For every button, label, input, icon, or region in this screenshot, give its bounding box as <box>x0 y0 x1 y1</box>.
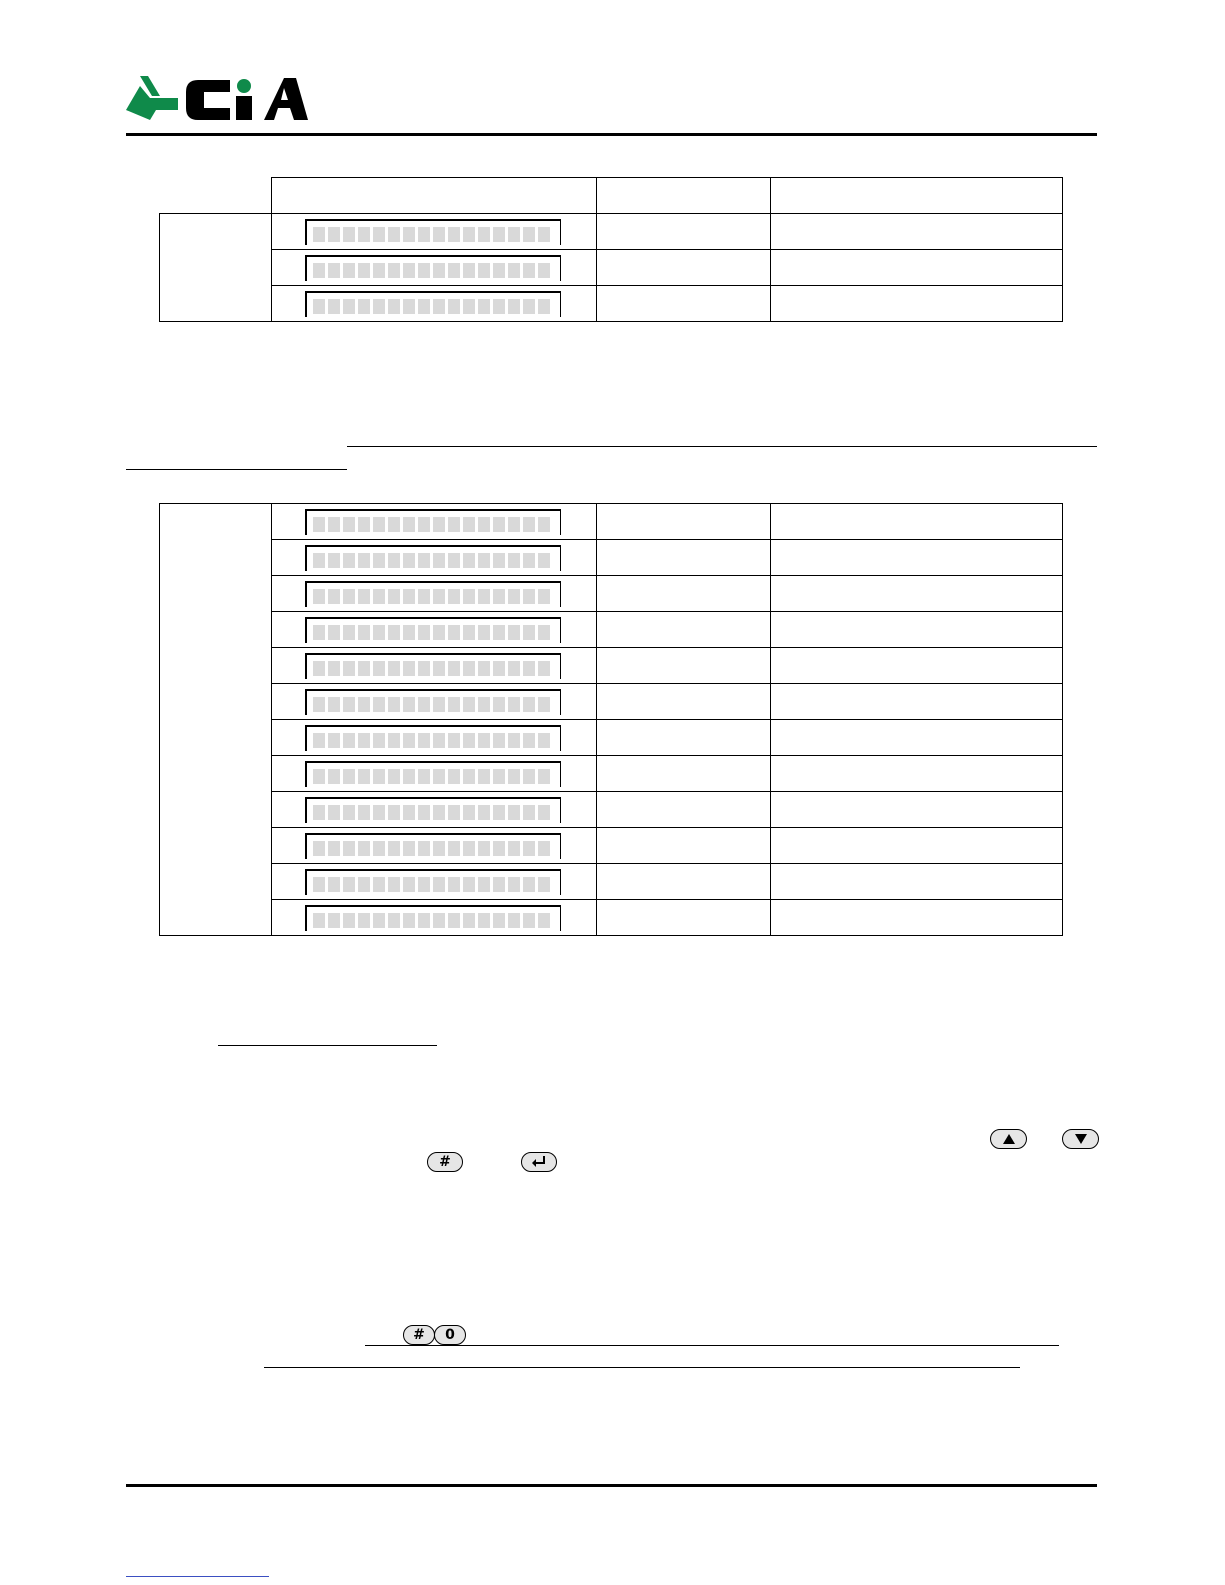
lcd-cell <box>433 913 445 928</box>
lcd-cell <box>478 841 490 856</box>
lcd-cell <box>448 589 460 604</box>
lcd-cell <box>418 553 430 568</box>
lcd-cell <box>448 299 460 314</box>
lcd-cell <box>493 625 505 640</box>
lcd-cell <box>478 517 490 532</box>
lcd-cell <box>538 553 550 568</box>
lcd-cell <box>388 697 400 712</box>
lcd-cell <box>343 589 355 604</box>
lcd-cell <box>373 517 385 532</box>
lcd-cell <box>418 913 430 928</box>
lcd-cell <box>388 661 400 676</box>
lcd-cell <box>493 517 505 532</box>
lcd-cell <box>493 589 505 604</box>
lcd-cell <box>418 661 430 676</box>
lcd-cell <box>358 227 370 242</box>
lcd-cell <box>523 841 535 856</box>
lcd-display <box>305 725 561 751</box>
lcd-cell <box>538 661 550 676</box>
lcd-cell <box>523 227 535 242</box>
table-row <box>160 250 1063 286</box>
lcd-cell <box>538 227 550 242</box>
lcd-cell <box>373 625 385 640</box>
lcd-cell <box>478 877 490 892</box>
lcd-cell <box>343 263 355 278</box>
table-row <box>160 828 1063 864</box>
lcd-cell <box>328 589 340 604</box>
lcd-cell <box>388 227 400 242</box>
lcd-cell <box>418 877 430 892</box>
lcd-cell <box>418 733 430 748</box>
lcd-cell <box>343 769 355 784</box>
row-group-label <box>160 214 272 322</box>
lcd-cell <box>448 263 460 278</box>
table-row <box>160 684 1063 720</box>
lcd-cell <box>433 299 445 314</box>
lcd-cell <box>388 805 400 820</box>
enter-key <box>521 1152 557 1172</box>
lcd-cell <box>463 841 475 856</box>
lcd-cell <box>343 913 355 928</box>
lcd-cell <box>463 913 475 928</box>
lcd-cell <box>313 625 325 640</box>
lcd-cell <box>358 841 370 856</box>
display-table-1 <box>159 177 1063 322</box>
lcd-cell <box>418 589 430 604</box>
lcd-cell <box>508 841 520 856</box>
lcd-cell <box>523 913 535 928</box>
lcd-cell <box>343 553 355 568</box>
lcd-cell <box>538 913 550 928</box>
hash-key-combo: # <box>403 1325 435 1345</box>
lcd-cell <box>523 733 535 748</box>
lcd-cell <box>478 733 490 748</box>
lcd-cell <box>523 263 535 278</box>
lcd-cell <box>343 227 355 242</box>
lcd-cell <box>403 227 415 242</box>
lcd-cell <box>313 589 325 604</box>
lcd-cell <box>508 769 520 784</box>
lcd-cell <box>523 517 535 532</box>
lcd-cell <box>328 553 340 568</box>
table-row <box>160 720 1063 756</box>
table-row <box>160 792 1063 828</box>
lcd-display <box>305 833 561 859</box>
lcd-display <box>305 761 561 787</box>
lcd-cell <box>448 517 460 532</box>
lcd-cell <box>508 805 520 820</box>
lcd-cell <box>403 299 415 314</box>
lcd-cell <box>538 697 550 712</box>
lcd-cell <box>493 661 505 676</box>
lcd-cell <box>388 625 400 640</box>
lcd-cell <box>523 697 535 712</box>
lcd-display <box>305 653 561 679</box>
lcd-display <box>305 219 561 245</box>
lcd-cell <box>463 697 475 712</box>
lcd-cell <box>433 769 445 784</box>
lcd-cell <box>493 553 505 568</box>
lcd-cell <box>313 733 325 748</box>
lcd-cell <box>328 805 340 820</box>
lcd-cell <box>418 227 430 242</box>
lcd-display <box>305 869 561 895</box>
lcd-cell <box>358 589 370 604</box>
table-row <box>160 286 1063 322</box>
lcd-cell <box>403 589 415 604</box>
lcd-cell <box>493 697 505 712</box>
lcd-cell <box>463 805 475 820</box>
lcd-cell <box>388 913 400 928</box>
table-row <box>160 540 1063 576</box>
footer-link-underline[interactable] <box>126 1576 269 1577</box>
lcd-cell <box>358 769 370 784</box>
display-table-2 <box>159 503 1063 936</box>
lcd-cell <box>328 517 340 532</box>
lcd-display <box>305 545 561 571</box>
lcd-cell <box>478 299 490 314</box>
lcd-cell <box>313 263 325 278</box>
lcd-cell <box>463 227 475 242</box>
lcd-cell <box>433 517 445 532</box>
lcd-cell <box>433 589 445 604</box>
enter-return-icon <box>532 1156 546 1168</box>
lcd-cell <box>433 227 445 242</box>
lcd-cell <box>328 841 340 856</box>
lcd-cell <box>433 841 445 856</box>
lcd-cell <box>388 733 400 748</box>
lcd-cell <box>433 625 445 640</box>
lcd-cell <box>313 517 325 532</box>
lcd-cell <box>508 589 520 604</box>
lcd-cell <box>448 733 460 748</box>
lcd-cell <box>523 769 535 784</box>
lcd-cell <box>463 625 475 640</box>
lcd-cell <box>523 553 535 568</box>
lcd-cell <box>403 841 415 856</box>
lcd-cell <box>328 227 340 242</box>
lcd-cell <box>313 913 325 928</box>
lcd-cell <box>463 553 475 568</box>
lcd-cell <box>538 299 550 314</box>
table-row <box>160 612 1063 648</box>
lcd-cell <box>403 553 415 568</box>
lcd-cell <box>523 589 535 604</box>
lcd-cell <box>508 697 520 712</box>
lcd-cell <box>313 841 325 856</box>
lcd-display <box>305 509 561 535</box>
lcd-cell <box>463 769 475 784</box>
lcd-cell <box>418 841 430 856</box>
lcd-cell <box>403 697 415 712</box>
lcd-cell <box>388 299 400 314</box>
lcd-cell <box>508 913 520 928</box>
lcd-cell <box>508 553 520 568</box>
lcd-cell <box>313 697 325 712</box>
lcd-cell <box>418 625 430 640</box>
up-triangle-icon <box>1003 1134 1015 1144</box>
lcd-cell <box>373 589 385 604</box>
lcd-cell <box>538 733 550 748</box>
lcd-cell <box>508 877 520 892</box>
lcd-cell <box>403 913 415 928</box>
lcd-cell <box>433 697 445 712</box>
lcd-cell <box>388 263 400 278</box>
table-row <box>160 900 1063 936</box>
lcd-cell <box>538 625 550 640</box>
lcd-cell <box>493 227 505 242</box>
lcd-cell <box>358 299 370 314</box>
lcd-cell <box>493 913 505 928</box>
hash-key: # <box>427 1152 463 1172</box>
lcd-cell <box>373 299 385 314</box>
lcd-cell <box>373 733 385 748</box>
lcd-cell <box>373 661 385 676</box>
lcd-cell <box>388 769 400 784</box>
lcd-cell <box>463 589 475 604</box>
lcd-cell <box>523 299 535 314</box>
lcd-cell <box>358 625 370 640</box>
lcd-display <box>305 291 561 317</box>
footer-rule <box>126 1484 1097 1487</box>
lcd-cell <box>493 733 505 748</box>
lcd-cell <box>358 263 370 278</box>
lcd-cell <box>388 553 400 568</box>
lcd-cell <box>313 769 325 784</box>
lcd-cell <box>448 913 460 928</box>
lcd-cell <box>448 769 460 784</box>
table-row <box>160 214 1063 250</box>
lcd-cell <box>493 841 505 856</box>
lcd-cell <box>358 913 370 928</box>
lcd-cell <box>328 769 340 784</box>
lcd-cell <box>448 625 460 640</box>
lcd-cell <box>493 877 505 892</box>
lcd-cell <box>328 661 340 676</box>
table-row <box>160 864 1063 900</box>
lcd-cell <box>313 553 325 568</box>
lcd-cell <box>418 517 430 532</box>
lcd-cell <box>358 733 370 748</box>
lcd-cell <box>328 913 340 928</box>
lcd-cell <box>538 263 550 278</box>
lcd-cell <box>328 263 340 278</box>
lcd-cell <box>373 263 385 278</box>
logo-mark-icon <box>126 76 178 120</box>
lcd-cell <box>478 553 490 568</box>
lcd-cell <box>373 697 385 712</box>
lcd-cell <box>418 805 430 820</box>
lcd-cell <box>478 661 490 676</box>
zero-key-combo: 0 <box>434 1325 466 1345</box>
lcd-cell <box>313 877 325 892</box>
lcd-cell <box>538 841 550 856</box>
lcd-cell <box>493 805 505 820</box>
lcd-cell <box>508 263 520 278</box>
lcd-cell <box>403 517 415 532</box>
lcd-cell <box>508 517 520 532</box>
lcd-cell <box>508 661 520 676</box>
lcd-cell <box>433 877 445 892</box>
lcd-cell <box>328 877 340 892</box>
lcd-cell <box>373 877 385 892</box>
lcd-cell <box>448 553 460 568</box>
logo-letter-a <box>264 78 308 120</box>
lcd-cell <box>448 841 460 856</box>
header-rule <box>126 133 1097 136</box>
lcd-cell <box>448 877 460 892</box>
lcd-cell <box>418 263 430 278</box>
lcd-cell <box>523 661 535 676</box>
lcd-cell <box>373 769 385 784</box>
lcd-cell <box>343 697 355 712</box>
lcd-cell <box>478 589 490 604</box>
lcd-display <box>305 581 561 607</box>
lcd-cell <box>343 841 355 856</box>
text-underline <box>365 1345 1059 1346</box>
heading-underline <box>126 469 347 470</box>
lcd-cell <box>448 227 460 242</box>
lcd-cell <box>523 625 535 640</box>
lcd-cell <box>478 625 490 640</box>
lcd-cell <box>328 625 340 640</box>
lcd-cell <box>478 913 490 928</box>
lcd-cell <box>508 625 520 640</box>
lcd-cell <box>328 733 340 748</box>
lcd-cell <box>343 661 355 676</box>
lcd-cell <box>313 805 325 820</box>
lcd-cell <box>448 805 460 820</box>
lcd-cell <box>358 517 370 532</box>
lcd-display <box>305 905 561 931</box>
lcd-cell <box>478 697 490 712</box>
lcd-cell <box>373 553 385 568</box>
lcd-cell <box>433 805 445 820</box>
table-row <box>160 504 1063 540</box>
lcd-cell <box>418 769 430 784</box>
lcd-cell <box>373 805 385 820</box>
lcd-cell <box>433 733 445 748</box>
lcd-cell <box>463 263 475 278</box>
lcd-display <box>305 797 561 823</box>
lcd-cell <box>508 733 520 748</box>
lcd-cell <box>343 299 355 314</box>
lcd-cell <box>493 263 505 278</box>
lcd-cell <box>403 661 415 676</box>
lcd-cell <box>403 263 415 278</box>
lcd-cell <box>523 805 535 820</box>
table-row <box>160 648 1063 684</box>
down-key <box>1062 1129 1099 1149</box>
lcd-cell <box>463 299 475 314</box>
lcd-cell <box>433 263 445 278</box>
lcd-cell <box>358 877 370 892</box>
table-row <box>160 576 1063 612</box>
lcd-cell <box>448 661 460 676</box>
lcd-cell <box>358 697 370 712</box>
heading-underline <box>347 446 1097 447</box>
lcd-cell <box>343 805 355 820</box>
lcd-display <box>305 689 561 715</box>
lcd-cell <box>388 877 400 892</box>
lcd-cell <box>538 589 550 604</box>
lcd-cell <box>523 877 535 892</box>
logo-letter-c <box>186 80 230 120</box>
lcd-cell <box>403 625 415 640</box>
lcd-cell <box>478 805 490 820</box>
lcd-cell <box>373 913 385 928</box>
lcd-cell <box>403 769 415 784</box>
lcd-cell <box>358 805 370 820</box>
lcd-cell <box>313 299 325 314</box>
lcd-cell <box>358 553 370 568</box>
lcd-cell <box>463 877 475 892</box>
lcd-cell <box>433 553 445 568</box>
subsection-underline <box>218 1045 437 1046</box>
lcd-cell <box>343 517 355 532</box>
lcd-cell <box>418 697 430 712</box>
lcd-cell <box>313 227 325 242</box>
lcd-cell <box>538 805 550 820</box>
lcd-cell <box>478 227 490 242</box>
lcd-cell <box>313 661 325 676</box>
table-header-row <box>160 178 1063 214</box>
lcd-cell <box>478 769 490 784</box>
lcd-cell <box>403 805 415 820</box>
cia-logo <box>126 72 308 122</box>
row-group-label <box>160 504 272 936</box>
lcd-cell <box>373 227 385 242</box>
lcd-cell <box>493 299 505 314</box>
table-row <box>160 756 1063 792</box>
lcd-cell <box>478 263 490 278</box>
lcd-cell <box>463 661 475 676</box>
lcd-cell <box>508 227 520 242</box>
lcd-cell <box>328 299 340 314</box>
lcd-cell <box>358 661 370 676</box>
lcd-display <box>305 255 561 281</box>
lcd-cell <box>373 841 385 856</box>
text-underline <box>264 1367 1020 1368</box>
lcd-cell <box>388 517 400 532</box>
lcd-cell <box>538 877 550 892</box>
lcd-cell <box>463 733 475 748</box>
lcd-cell <box>538 517 550 532</box>
lcd-cell <box>388 589 400 604</box>
lcd-cell <box>403 733 415 748</box>
lcd-cell <box>508 299 520 314</box>
lcd-display <box>305 617 561 643</box>
lcd-cell <box>418 299 430 314</box>
lcd-cell <box>388 841 400 856</box>
lcd-cell <box>343 625 355 640</box>
down-triangle-icon <box>1075 1134 1087 1144</box>
lcd-cell <box>463 517 475 532</box>
lcd-cell <box>493 769 505 784</box>
lcd-cell <box>433 661 445 676</box>
lcd-cell <box>328 697 340 712</box>
lcd-cell <box>403 877 415 892</box>
lcd-cell <box>343 877 355 892</box>
lcd-cell <box>343 733 355 748</box>
up-key <box>990 1129 1027 1149</box>
lcd-cell <box>448 697 460 712</box>
lcd-cell <box>538 769 550 784</box>
